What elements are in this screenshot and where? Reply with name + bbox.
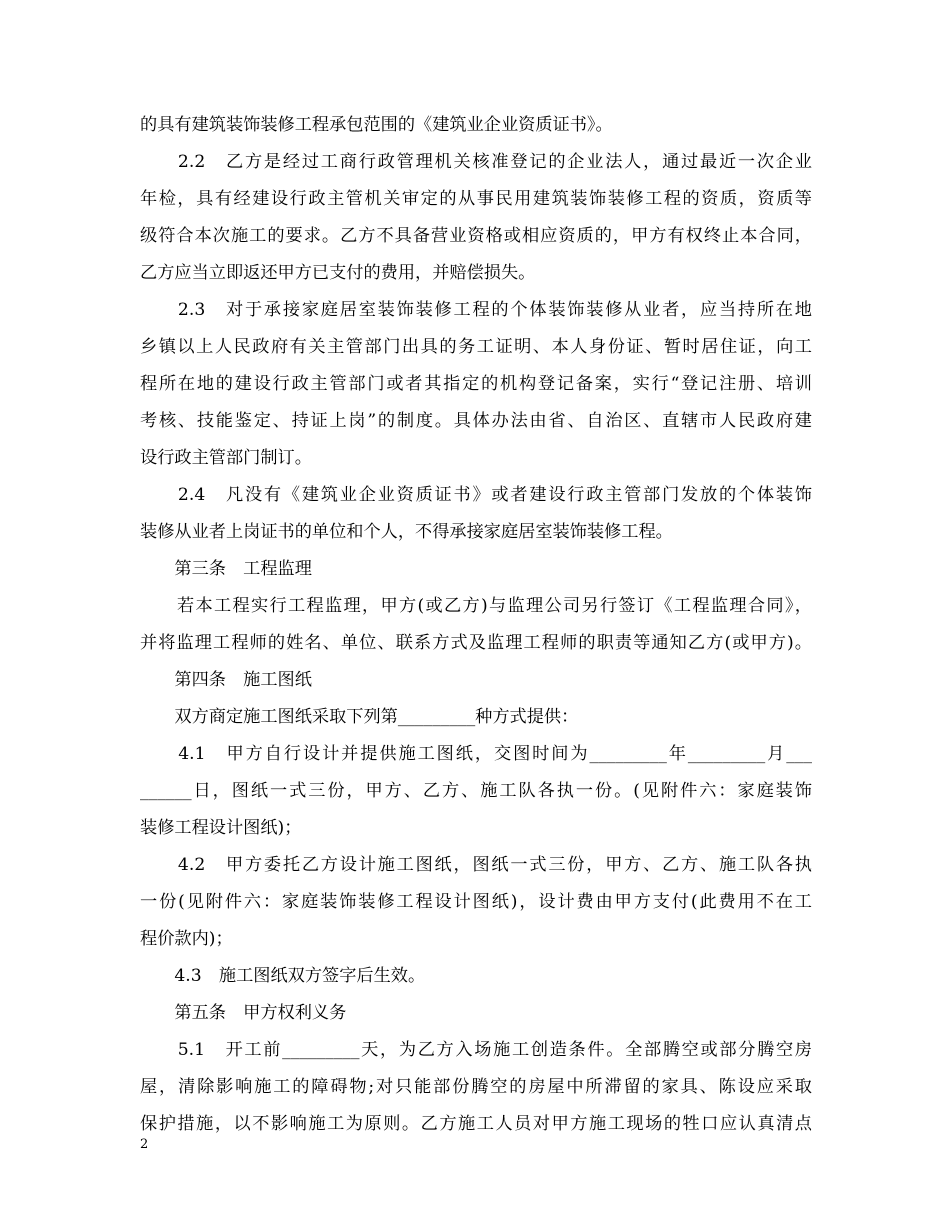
text-line: 年检，具有经建设行政主管机关审定的从事民用建筑装饰装修工程的资质，资质等 [140, 189, 812, 209]
text-line: 4.2 甲方委托乙方设计施工图纸，图纸一式三份，甲方、乙方、施工队各执 [140, 855, 812, 875]
text-line: ______日，图纸一式三份，甲方、乙方、施工队各执一份。(见附件六：家庭装饰 [140, 781, 812, 801]
section-heading: 第四条 施工图纸 [140, 670, 312, 690]
section-heading: 第五条 甲方权利义务 [140, 1003, 347, 1023]
text-line: 保护措施，以不影响施工为原则。乙方施工人员对甲方施工现场的牲口应认真清点 [140, 1114, 812, 1134]
text-line: 一份(见附件六：家庭装饰装修工程设计图纸)，设计费由甲方支付(此费用不在工 [140, 892, 812, 912]
text-line: 4.1 甲方自行设计并提供施工图纸，交图时间为_________年_________月___ [140, 744, 812, 764]
text-line: 考核、技能鉴定、持证上岗”的制度。具体办法由省、自治区、直辖市人民政府建 [140, 411, 812, 431]
text-line: 2.2 乙方是经过工商行政管理机关核准登记的企业法人，通过最近一次企业 [140, 152, 812, 172]
text-line: 程所在地的建设行政主管部门或者其指定的机构登记备案，实行“登记注册、培训 [140, 374, 812, 394]
text-line: 屋，清除影响施工的障碍物;对只能部份腾空的房屋中所滞留的家具、陈设应采取 [140, 1077, 812, 1097]
text-line: 若本工程实行工程监理，甲方(或乙方)与监理公司另行签订《工程监理合同》， [140, 596, 812, 616]
text-line: 2.4 凡没有《建筑业企业资质证书》或者建设行政主管部门发放的个体装饰 [140, 485, 812, 505]
text-line: 并将监理工程师的姓名、单位、联系方式及监理工程师的职责等通知乙方(或甲方)。 [140, 633, 812, 653]
text-line: 级符合本次施工的要求。乙方不具备营业资格或相应资质的，甲方有权终止本合同， [140, 226, 812, 246]
text-line: 装修从业者上岗证书的单位和个人，不得承接家庭居室装饰装修工程。 [140, 522, 673, 542]
text-line: 乙方应当立即返还甲方已支付的费用，并赔偿损失。 [140, 263, 536, 283]
text-line: 的具有建筑装饰装修工程承包范围的《建筑业企业资质证书》。 [140, 115, 613, 135]
text-line: 双方商定施工图纸采取下列第_________种方式提供： [140, 707, 579, 727]
section-heading: 第三条 工程监理 [140, 559, 312, 579]
text-line: 2.3 对于承接家庭居室装饰装修工程的个体装饰装修从业者，应当持所在地 [140, 300, 812, 320]
text-line: 5.1 开工前_________天，为乙方入场施工创造条件。全部腾空或部分腾空房 [140, 1040, 812, 1060]
text-line: 程价款内)； [140, 929, 233, 949]
text-line: 乡镇以上人民政府有关主管部门出具的务工证明、本人身份证、暂时居住证，向工 [140, 337, 812, 357]
page-number: 2 [140, 1137, 149, 1152]
text-line: 4.3 施工图纸双方签字后生效。 [140, 966, 426, 986]
text-line: 设行政主管部门制订。 [140, 448, 312, 468]
text-line: 装修工程设计图纸)； [140, 818, 302, 838]
